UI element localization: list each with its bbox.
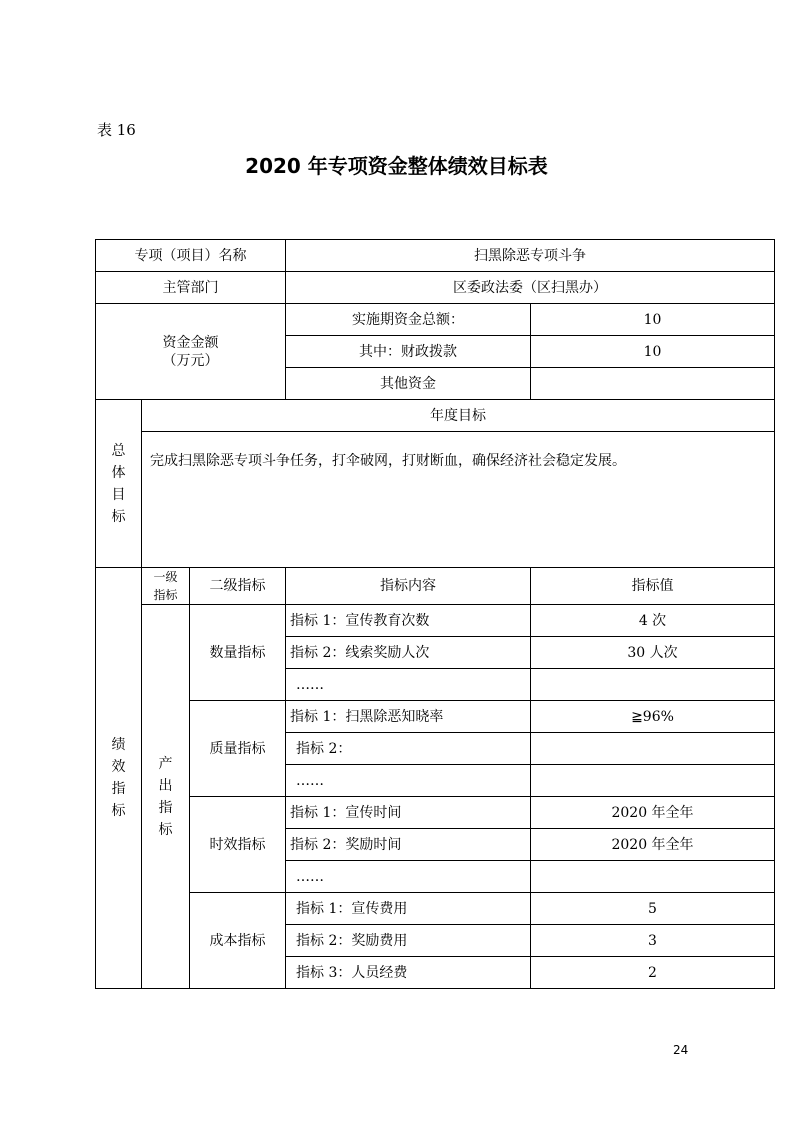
indicator-content: …… bbox=[286, 669, 531, 701]
funds-label bbox=[96, 304, 286, 400]
performance-indicator-label-text: 绩效指标 bbox=[111, 737, 126, 819]
funds-other-value bbox=[531, 368, 775, 400]
overall-goal-label bbox=[96, 400, 142, 568]
indicator-value bbox=[531, 765, 775, 797]
page-number: 24 bbox=[673, 1043, 689, 1057]
page-title: 2020 年专项资金整体绩效目标表 bbox=[245, 154, 548, 178]
table-label: 表 16 bbox=[97, 121, 136, 139]
level1-header bbox=[142, 568, 190, 605]
value-header: 指标值 bbox=[531, 568, 775, 605]
indicator-content: 指标 2：线索奖励人次 bbox=[286, 637, 531, 669]
funds-total-value: 10 bbox=[531, 304, 775, 336]
indicator-value: ≧96% bbox=[531, 701, 775, 733]
overall-goal-label-text: 总体目标 bbox=[111, 442, 126, 525]
indicator-value: 30 人次 bbox=[531, 637, 775, 669]
indicator-content: …… bbox=[286, 765, 531, 797]
indicator-value: 4 次 bbox=[531, 605, 775, 637]
level2-header: 二级指标 bbox=[190, 568, 286, 605]
output-indicator-label-text: 产出指标 bbox=[158, 755, 173, 838]
funds-label-line2: （万元） bbox=[162, 352, 219, 369]
group-timeliness: 时效指标 bbox=[190, 797, 286, 893]
performance-indicator-label bbox=[96, 568, 142, 989]
indicator-content: 指标 1：宣传时间 bbox=[286, 797, 531, 829]
level1-header-line1: 一级 bbox=[153, 570, 178, 584]
indicator-content: 指标 2： bbox=[286, 733, 531, 765]
funds-total-label: 实施期资金总额： bbox=[286, 304, 531, 336]
department-value: 区委政法委（区扫黑办） bbox=[286, 272, 775, 304]
indicator-content: 指标 2：奖励时间 bbox=[286, 829, 531, 861]
annual-goal-text: 完成扫黑除恶专项斗争任务，打伞破网，打财断血，确保经济社会稳定发展。 bbox=[142, 432, 775, 568]
indicator-value: 2020 年全年 bbox=[531, 797, 775, 829]
indicator-content: …… bbox=[286, 861, 531, 893]
group-quality: 质量指标 bbox=[190, 701, 286, 797]
funds-fiscal-value: 10 bbox=[531, 336, 775, 368]
indicator-content: 指标 1：扫黑除恶知晓率 bbox=[286, 701, 531, 733]
project-name-value: 扫黑除恶专项斗争 bbox=[286, 240, 775, 272]
content-header: 指标内容 bbox=[286, 568, 531, 605]
funds-label-line1: 资金金额 bbox=[162, 334, 219, 351]
annual-goal-header: 年度目标 bbox=[142, 400, 775, 432]
indicator-value bbox=[531, 733, 775, 765]
indicator-value bbox=[531, 861, 775, 893]
indicator-value: 3 bbox=[531, 925, 775, 957]
indicator-content: 指标 1：宣传费用 bbox=[286, 893, 531, 925]
funds-fiscal-label: 其中：财政拨款 bbox=[286, 336, 531, 368]
indicator-value: 2 bbox=[531, 957, 775, 989]
indicator-value: 5 bbox=[531, 893, 775, 925]
indicator-value: 2020 年全年 bbox=[531, 829, 775, 861]
indicator-content: 指标 2：奖励费用 bbox=[286, 925, 531, 957]
indicator-content: 指标 3：人员经费 bbox=[286, 957, 531, 989]
output-indicator-label bbox=[142, 605, 190, 989]
group-quantity: 数量指标 bbox=[190, 605, 286, 701]
group-cost: 成本指标 bbox=[190, 893, 286, 989]
project-name-label: 专项（项目）名称 bbox=[96, 240, 286, 272]
level1-header-line2: 指标 bbox=[153, 588, 178, 602]
indicator-value bbox=[531, 669, 775, 701]
department-label: 主管部门 bbox=[96, 272, 286, 304]
indicator-content: 指标 1：宣传教育次数 bbox=[286, 605, 531, 637]
funds-other-label: 其他资金 bbox=[286, 368, 531, 400]
performance-table bbox=[95, 239, 775, 989]
